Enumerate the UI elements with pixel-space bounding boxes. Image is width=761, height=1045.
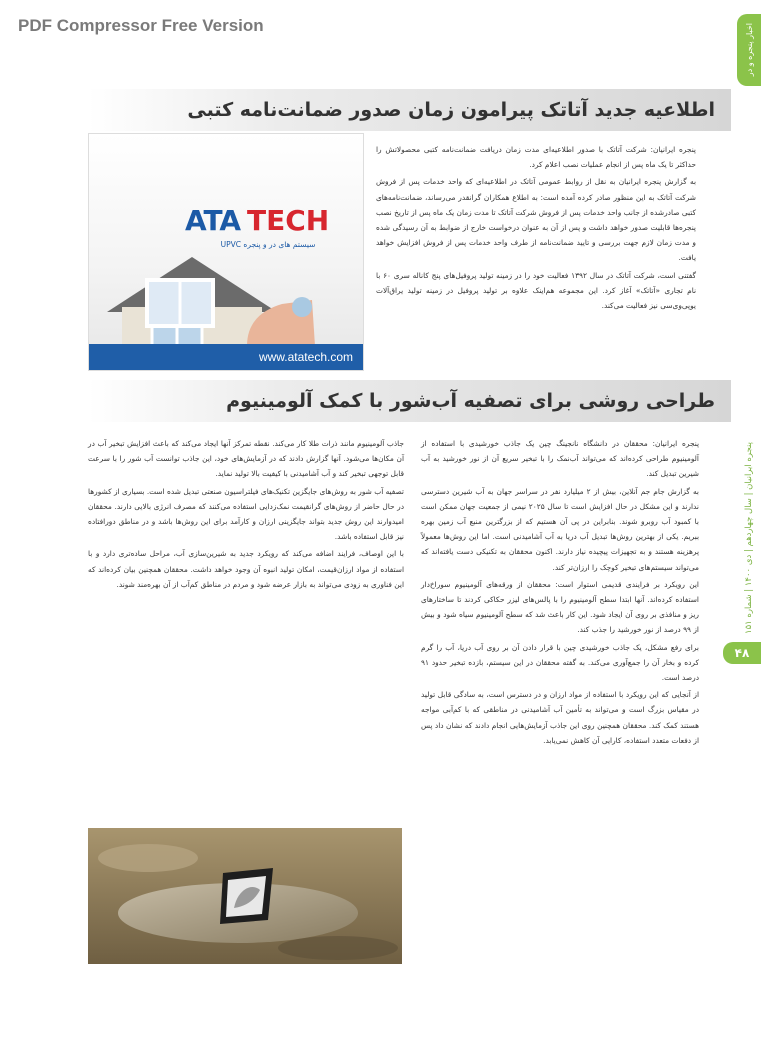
issue-info-tab xyxy=(737,430,761,645)
article1-paragraph: گفتنی است، شرکت آتاتک در سال ۱۳۹۲ فعالیت خود را در زمینه تولید پروفیل‌های پنج کاناله سری ۶۰ با نام تجاری «آتاتک» آغاز کرد. این مجموعه هم‌اینک علاوه بر تولید پروفیل در زمینه تولید یراق‌آلات یوپی‌وی‌سی نیز فعالیت می‌کند. xyxy=(376,270,696,311)
article1-paragraph: پنجره ایرانیان: شرکت آتاتک با صدور اطلاعیه‌ای مدت زمان دریافت ضمانت‌نامه کتبی محصولاتش را حداکثر تا یک ماه پس از انجام عملیات نصب اعلام کرد. xyxy=(376,145,696,170)
article2-paragraph: تصفیه آب شور به روش‌های جایگزین تکنیک‌های فیلتراسیون صنعتی تبدیل شده است. بسیاری از کشورها در حال حاضر از روش‌های گرانقیمت نمک‌زدایی استفاده می‌کنند که مصرف انرژی بالایی دارند. محققان امیدوارند این روش جدید بتواند جایگزینی ارزان و کارآمد برای این روش‌ها باشد و در مناطق دورافتاده نیز قابل استفاده باشد. xyxy=(88,486,404,542)
article1-paragraph: به گزارش پنجره ایرانیان به نقل از روابط عمومی آتاتک در اطلاعیه‌ای که واحد خدمات پس از فروش شرکت آتاتک به این منظور صادر کرده آمده است: به اطلاع همکاران گرانقدر می‌رساند، ضمانت‌نامه‌های کتبی صادرشده از جانب واحد خدمات پس از فروش شرکت آتاتک تا مدت زمان یک ماه پس از تاریخ نصب پنجره‌ها قابلیت صدور خواهد داشت و پس از آن به عنوان درخواست خارج از ضوابط به آن رسیدگی شده و مدت زمان لازم جهت بررسی و تایید ضمانت‌نامه از طرف واحد خدمات پس از فروش افزایش خواهد یافت. xyxy=(376,177,696,263)
article2-left-column xyxy=(88,436,404,594)
logo-ata-text: ATA xyxy=(185,204,241,237)
section-tab xyxy=(737,14,761,86)
atatech-ad-image xyxy=(88,133,364,371)
atatech-logo xyxy=(185,204,350,242)
section-tab-label: اخبار پنجره و در xyxy=(744,23,754,77)
article1-body xyxy=(376,142,696,315)
solar-absorber-photo xyxy=(88,828,402,964)
article2-paragraph: برای رفع مشکل، یک جاذب خورشیدی چین با قرار دادن آن بر روی آب دریا، آب را گرم کرده و بخار آن را جمع‌آوری می‌کند. به گفته محققان در این سیستم، بازده تبخیر حدود ۹۱ درصد است. xyxy=(421,642,699,683)
article2-paragraph: پنجره ایرانیان: محققان در دانشگاه نانجینگ چین یک جاذب خورشیدی با استفاده از آلومینیوم طراحی کرده‌اند که می‌تواند آب‌نمک را با تبخیر سریع آن از نور خورشید به آب شیرین تبدیل کند. xyxy=(421,439,699,479)
ad-tagline: سیستم های در و پنجره UPVC xyxy=(220,240,316,249)
article2-paragraph: این رویکرد بر فرایندی قدیمی استوار است: محققان از ورقه‌های آلومینیوم سوراخ‌دار استفاده کرده‌اند. آنها ابتدا سطح آلومینیوم را با پالس‌های لیزر حکاکی کردند تا ساختارهای ریز و منافذی بر روی آن ایجاد شود. این کار باعث شد که سطح آلومینیوم سیاه شود و بیش از ۹۹ درصد از نور خورشید را جذب کند. xyxy=(421,579,699,635)
article2-title: طراحی روشی برای تصفیه آب‌شور با کمک آلومینیوم xyxy=(226,390,715,412)
logo-tech-text: TECH xyxy=(247,204,330,237)
house-illustration xyxy=(97,252,317,346)
article1-title-bar xyxy=(88,89,731,131)
article2-paragraph: جاذب آلومینیوم مانند ذرات طلا کار می‌کند. نقطه تمرکز آنها ایجاد می‌کند که باعث افزایش تبخیر آب در آن مکان‌ها می‌شود. آنها گزارش دادند که در آزمایش‌های خود، این جاذب توانست آب شور را با سرعت قابل توجهی تبخیر کند و آب آشامیدنی با کیفیت بالا تولید نماید. xyxy=(88,439,404,479)
watermark: PDF Compressor Free Version xyxy=(18,16,264,35)
ad-url-bar: www.atatech.com xyxy=(89,344,363,370)
article2-title-bar xyxy=(88,380,731,422)
photo-illustration xyxy=(88,828,402,964)
issue-info-label: پنجره ایرانیان | سال چهاردهم | دی ۱۴۰۰ | شماره ۱۵۱ xyxy=(744,441,754,634)
article2-right-column xyxy=(421,436,699,750)
article2-paragraph: از آنجایی که این رویکرد با استفاده از مواد ارزان و در دسترس است، به سادگی قابل تولید در مقیاس بزرگ است و می‌تواند به تأمین آب آشامیدنی در مناطقی که با کم‌آبی مواجه هستند کمک کند. محققان همچنین روی این جاذب آزمایش‌هایی انجام دادند که نشان داد پس از دفعات متعدد استفاده، کارایی آن کاهش نمی‌یابد. xyxy=(421,690,699,745)
article2-paragraph: به گزارش جام جم آنلاین، بیش از ۲ میلیارد نفر در سراسر جهان به آب شیرین دسترسی ندارند و این مشکل در حال افزایش است تا سال ۲۰۲۵ نیمی از جمعیت جهان ممکن است با کمبود آب روبرو شوند. بنابراین در پی آن هستیم که از بزرگترین منبع آب زمین بهره ببریم. یکی از بهترین روش‌ها تبدیل آب دریا به آب آشامیدنی است. اما این روش‌ها معمولاً پرهزینه هستند و به تجهیزات پیچیده نیاز دارند. اکنون محققان به تکنیکی دست یافته‌اند که می‌تواند سیستم‌های تبخیر کوچک را ارزان‌تر کند. xyxy=(421,486,699,572)
article2-paragraph: با این اوصاف، فرایند اضافه می‌کند که رویکرد جدید به شیرین‌سازی آب، مراحل ساده‌تری دارد و با استفاده از مواد ارزان‌قیمت، امکان تولید انبوه آن وجود خواهد داشت. محققان همچنین بیان کرده‌اند که این فناوری به زودی می‌تواند به بازار عرضه شود و مردم در مناطق کم‌آب از آن بهره‌مند شوند. xyxy=(88,549,404,589)
article1-title: اطلاعیه جدید آتاتک پیرامون زمان صدور ضمانت‌نامه کتبی xyxy=(187,99,715,121)
page-number: ۴۸ xyxy=(723,642,761,664)
